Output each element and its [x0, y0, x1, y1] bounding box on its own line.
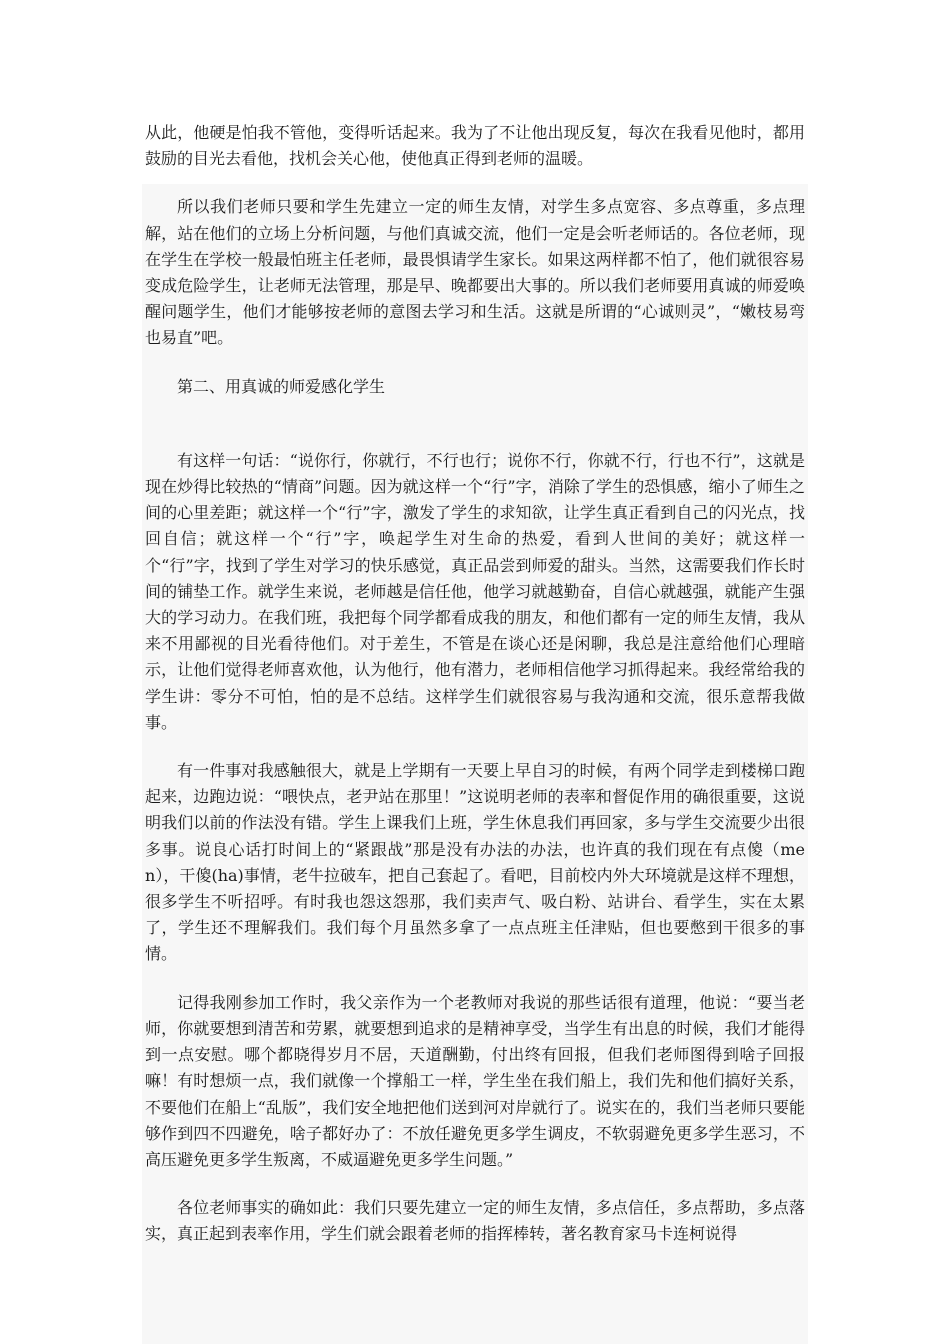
paragraph-gap	[145, 1173, 805, 1195]
paragraph-gap	[145, 736, 805, 758]
paragraph-gap	[145, 968, 805, 990]
paragraph-xing: 有这样一句话：“说你行，你就行，不行也行；说你不行，你就不行，行也不行”，这就是现在炒得比较热的“情商”问题。因为就这样一个“行”字，消除了学生的恐惧感，缩小了师生之间的心里差距；就这样一个“行”字，激发了学生的求知欲，让学生真正看到自己的闪光点，找回自信；就这样一个“行”字，唤起学生对生命的热爱，看到人世间的美好；就这样一个“行”字，找到了学生对学习的快乐感觉，真正品尝到师爱的甜头。当然，这需要我们作长时间的铺垫工作。就学生来说，老师越是信任他，他学习就越勤奋，自信心就越强，就能产生强大的学习动力。在我们班，我把每个同学都看成我的朋友，和他们都有一定的师生友情，我从来不用鄙视的目光看待他们。对于差生，不管是在谈心还是闲聊，我总是注意给他们心理暗示，让他们觉得老师喜欢他，认为他行，他有潜力，老师相信他学习抓得起来。我经常给我的学生讲：零分不可怕，怕的是不总结。这样学生们就很容易与我沟通和交流，很乐意帮我做事。	[145, 450, 805, 732]
paragraph-gap	[145, 400, 805, 448]
paragraph-father-advice: 记得我刚参加工作时，我父亲作为一个老教师对我说的那些话很有道理，他说：“要当老师，你就要想到清苦和劳累，就要想到追求的是精神享受，当学生有出息的时候，我们才能得到一点安慰。哪个都晓得岁月不居，天道酬勤，付出终有回报，但我们老师图得到啥子回报嘛！有时想烦一点，我们就像一个撑船工一样，学生坐在我们船上，我们先和他们搞好关系，不要他们在船上“乱版”，我们安全地把他们送到河对岸就行了。说实在的，我们当老师只要能够作到四不四避免，啥子都好办了：不放任避免更多学生调皮，不软弱避免更多学生恶习，不高压避免更多学生叛离，不威逼避免更多学生问题。”	[145, 992, 805, 1169]
paragraph-gap	[145, 172, 805, 194]
section-heading: 第二、用真诚的师爱感化学生	[177, 376, 386, 396]
paragraph-morning-study: 有一件事对我感触很大，就是上学期有一天要上早自习的时候，有两个同学走到楼梯口跑起来，边跑边说：“喂快点，老尹站在那里！”这说明老师的表率和督促作用的确很重要，这说明我们以前的作法没有错。学生上课我们上班，学生休息我们再回家，多与学生交流要少出很多事。说良心话打时间上的“紧跟战”那是没有办法的办法，也许真的我们现在有点傻（men），干傻(ha)事情，老牛拉破车，把自己套起了。看吧，目前校内外大环境就是这样不理想，很多学生不听招呼。有时我也怨这怨那，我们卖声气、吸白粉、站讲台、看学生，实在太累了，学生还不理解我们。我们每个月虽然多拿了一点点班主任津贴，但也要憋到干很多的事情。	[145, 761, 805, 964]
paragraph-conclusion: 各位老师事实的确如此：我们只要先建立一定的师生友情，多点信任，多点帮助，多点落实，真正起到表率作用，学生们就会跟着老师的指挥棒转，著名教育家马卡连柯说得	[145, 1198, 805, 1244]
paragraph-gap	[145, 352, 805, 374]
paragraph-teacher-friendship: 所以我们老师只要和学生先建立一定的师生友情，对学生多点宽容、多点尊重，多点理解，站在他们的立场上分析问题，与他们真诚交流，他们一定是会听老师话的。各位老师，现在学生在学校一般最怕班主任老师，最畏惧请学生家长。如果这两样都不怕了，他们就很容易变成危险学生，让老师无法管理，那是早、晚都要出大事的。所以我们老师要用真诚的师爱唤醒问题学生，他们才能够按老师的意图去学习和生活。这就是所谓的“心诚则灵”，“嫩枝易弯也易直”吧。	[145, 197, 805, 348]
paragraph-continuation: 从此，他硬是怕我不管他，变得听话起来。我为了不让他出现反复，每次在我看见他时，都用鼓励的目光去看他，找机会关心他，使他真正得到老师的温暖。	[145, 123, 805, 169]
document-body	[145, 120, 805, 1248]
